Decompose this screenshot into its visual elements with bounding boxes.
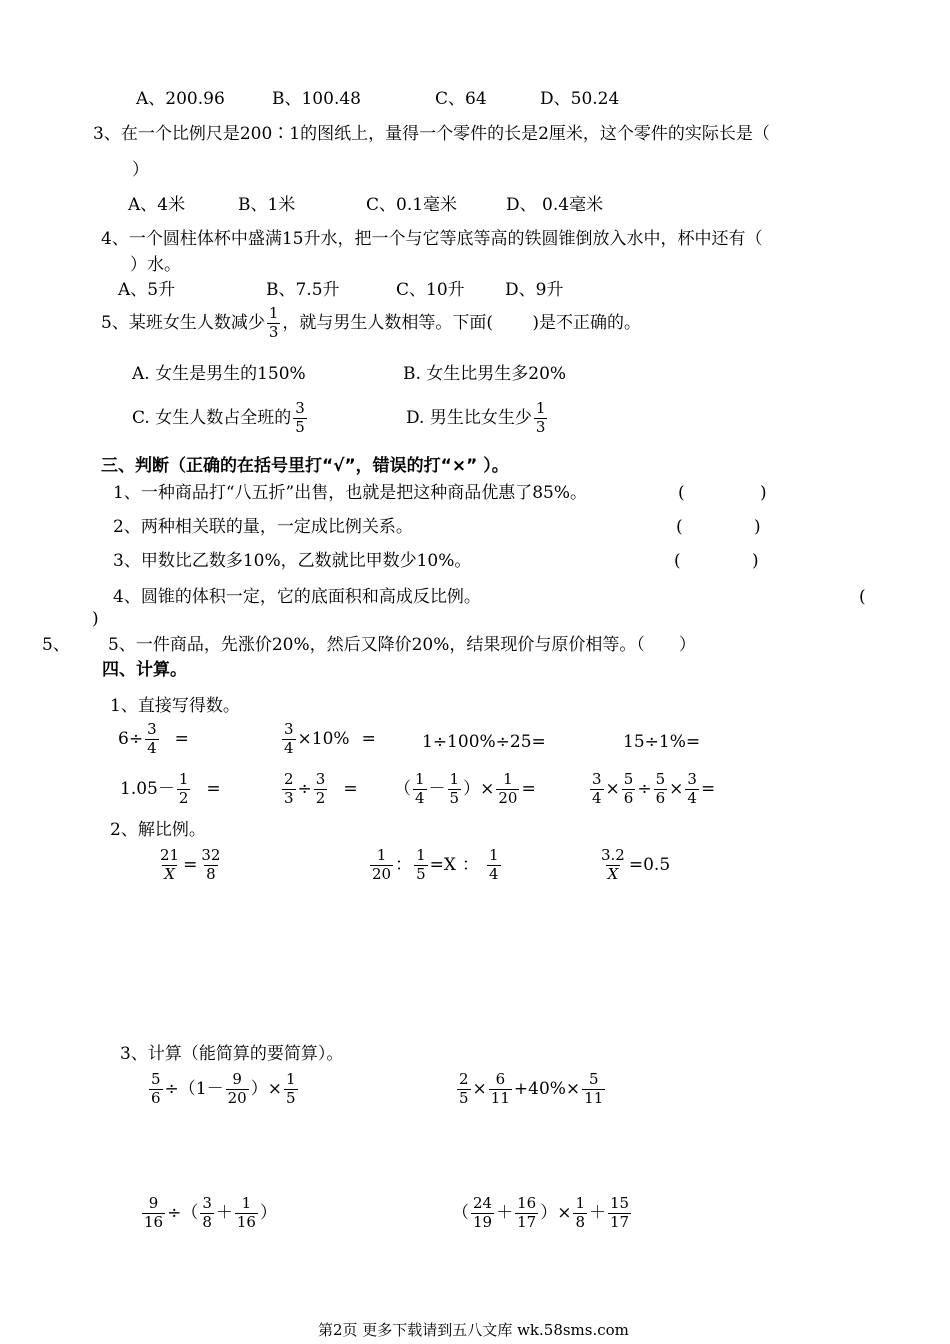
calc-1-3: 1÷100%÷25=: [422, 732, 546, 752]
fraction-24-19: 24 19: [473, 1194, 493, 1231]
calc-2-4: $\frac{3}{4}$ × $\frac{5}{6}$ ÷ $\frac{5}{6}$ × $\frac{3}{4}$ =: [592, 770, 716, 807]
fraction-2-5: $\frac{2}{5}$: [459, 1070, 469, 1107]
fraction-1-4: 1 4: [415, 770, 425, 807]
q2-option-d: D、50.24: [540, 89, 620, 109]
calc-1-1: 6÷ $\frac{3}{4}$ =: [118, 720, 189, 757]
page-footer: 第2页 更多下载请到五八文库 wk.58sms.com: [318, 1321, 629, 1339]
judge-paren-close: ): [760, 483, 767, 503]
judge-paren-close: ): [752, 551, 759, 571]
fraction-9-20: 9 20: [227, 1070, 247, 1107]
fraction-16-17: 16 17: [517, 1194, 537, 1231]
q3-option-d: D、 0.4毫米: [506, 195, 604, 215]
fraction-3-5: 3 5: [295, 399, 305, 436]
q3-option-c: C、0.1毫米: [366, 195, 458, 215]
q5-stem: 5、某班女生人数减少 1 3 ，就与男生人数相等。下面( )是不正确的。: [101, 304, 642, 341]
sub-2-title: 2、解比例。: [110, 820, 206, 840]
judge-item-3: 3、甲数比乙数多10%，乙数就比甲数少10%。: [113, 551, 472, 571]
fraction-1-3: 1 3: [535, 399, 546, 436]
q3-option-a: A、4米: [128, 195, 186, 215]
judge-item-1: 1、一种商品打“八五折”出售，也就是把这种商品优惠了85%。: [113, 483, 587, 503]
q5-option-c: C. 女生人数占全班的 3 5: [132, 399, 305, 436]
calc-2-1: 1.05－ $\frac{1}{2}$ =: [120, 770, 221, 807]
fraction-1-8: $\frac{1}{8}$: [575, 1194, 585, 1231]
fraction-1-20: $\frac{1}{20}$: [498, 770, 518, 807]
judge-paren-close: ): [754, 517, 761, 537]
fraction-1-4: 1 4: [489, 846, 499, 883]
fraction-3.2-x: $\frac{3.2}{X}$: [601, 846, 625, 883]
calc-1-2: $\frac{3}{4}$ ×10% =: [284, 720, 376, 757]
judge-paren-open: (: [676, 517, 683, 537]
q4-option-a: A、5升: [118, 280, 176, 300]
fraction-21-x: $\frac{21}{X}$: [160, 846, 180, 883]
fraction-1-5: 1 5: [449, 770, 460, 807]
q5-option-a: A. 女生是男生的150%: [132, 364, 306, 384]
fraction-5-6: $\frac{5}{6}$: [623, 770, 634, 807]
proportion-2: 1 20 ： $\frac{1}{5}$ =X ： 1 4: [372, 846, 499, 883]
q2-option-a: A、200.96: [136, 89, 225, 109]
fraction-5-11: $\frac{5}{11}$: [584, 1070, 604, 1107]
q3-text: 3、在一个比例尺是200∶1的图纸上，量得一个零件的长是2厘米，这个零件的实际长是（: [93, 124, 770, 144]
fraction-1-20: 1 20: [372, 846, 392, 883]
section-4-title: 四、计算。: [102, 660, 187, 680]
fraction-1-5: $\frac{1}{5}$: [416, 846, 426, 883]
calc-2-3: （ 1 4 － 1 5 ） × $\frac{1}{20}$ =: [394, 770, 536, 807]
judge-item-5-label: 5、: [42, 635, 70, 655]
fraction-3-4: $\frac{3}{4}$: [687, 770, 697, 807]
q3-option-b: B、1米: [238, 195, 296, 215]
calc-2-2: $\frac{2}{3}$ ÷ $\frac{3}{2}$ =: [284, 770, 358, 807]
compute-1: $\frac{5}{6}$ ÷ （1－ 9 20 ） × $\frac{1}{5}$: [151, 1070, 296, 1107]
judge-item-4: 4、圆锥的体积一定，它的底面积和高成反比例。: [113, 587, 481, 607]
fraction-5-6: $\frac{5}{6}$: [151, 1070, 161, 1107]
fraction-6-11: $\frac{6}{11}$: [490, 1070, 510, 1107]
calc-1-4: 15÷1%=: [623, 732, 701, 752]
q2-option-b: B、100.48: [272, 89, 361, 109]
fraction-3-4: $\frac{3}{4}$: [147, 720, 157, 757]
judge-paren-open: (: [674, 551, 681, 571]
q5-option-b: B. 女生比男生多20%: [403, 364, 567, 384]
sub-3-title: 3、计算（能简算的要简算）。: [120, 1044, 344, 1064]
fraction-3-8: 3 8: [202, 1194, 212, 1231]
q4-option-b: B、7.5升: [266, 280, 340, 300]
fraction-9-16: $\frac{9}{16}$: [144, 1194, 164, 1231]
judge-paren-open: (: [859, 587, 866, 607]
compute-4: （ 24 19 ＋ 16 17 ） × $\frac{1}{8}$ ＋ 15 17: [452, 1194, 630, 1231]
fraction-1-3: 1 3: [268, 304, 279, 341]
fraction-2-3: $\frac{2}{3}$: [284, 770, 294, 807]
q3-tail: ）: [132, 160, 149, 180]
judge-paren-close: ): [92, 609, 99, 629]
sub-1-title: 1、直接写得数。: [110, 696, 240, 716]
q4-option-c: C、10升: [396, 280, 465, 300]
judge-paren-open: (: [678, 483, 685, 503]
proportion-3: $\frac{3.2}{X}$ =0.5: [601, 846, 671, 883]
section-3-title: 三、判断（正确的在括号里打“√”，错误的打“×” ）。: [101, 456, 509, 476]
fraction-5-6: $\frac{5}{6}$: [655, 770, 666, 807]
judge-item-2: 2、两种相关联的量，一定成比例关系。: [113, 517, 413, 537]
fraction-32-8: $\frac{32}{8}$: [201, 846, 221, 883]
compute-2: $\frac{2}{5}$ × $\frac{6}{11}$ +40%× $\frac{5}{11}$: [459, 1070, 604, 1107]
compute-3: $\frac{9}{16}$ ÷ （ 3 8 ＋ 1 16 ）: [144, 1194, 277, 1231]
q4-tail: ）水。: [130, 255, 181, 275]
fraction-3-4: $\frac{3}{4}$: [592, 770, 602, 807]
fraction-3-2: $\frac{3}{2}$: [315, 770, 326, 807]
judge-item-5: 5、一件商品，先涨价20%，然后又降价20%，结果现价与原价相等。（ ）: [108, 635, 696, 655]
q5-option-d: D. 男生比女生少 1 3: [406, 399, 546, 436]
fraction-1-16: 1 16: [236, 1194, 256, 1231]
fraction-15-17: 15 17: [609, 1194, 630, 1231]
fraction-1-2: $\frac{1}{2}$: [178, 770, 189, 807]
fraction-3-4: $\frac{3}{4}$: [284, 720, 294, 757]
proportion-1: $\frac{21}{X}$ = $\frac{32}{8}$: [160, 846, 221, 883]
q4-text: 4、一个圆柱体杯中盛满15升水，把一个与它等底等高的铁圆锥倒放入水中，杯中还有（: [101, 229, 763, 249]
fraction-1-5: $\frac{1}{5}$: [285, 1070, 296, 1107]
q4-option-d: D、9升: [505, 280, 564, 300]
q2-option-c: C、64: [435, 89, 487, 109]
